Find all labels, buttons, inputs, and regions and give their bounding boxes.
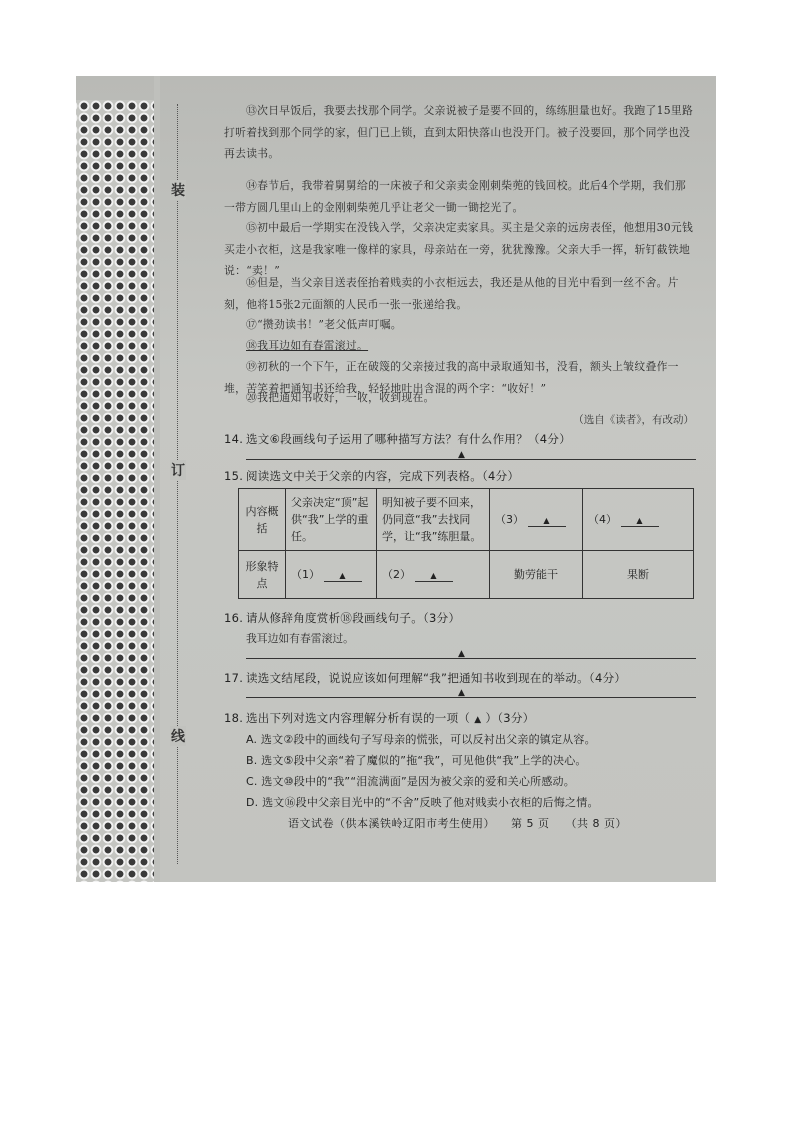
passage-paragraph-17: ⑰“攒劲读书！”老父低声叮嘱。 bbox=[246, 318, 402, 331]
binding-edge bbox=[154, 76, 160, 882]
binding-strip-pattern bbox=[76, 100, 154, 882]
passage-paragraph-16: ⑯但是，当父亲目送表侄抬着贱卖的小衣柜远去，我还是从他的目光中看到一丝不舍。片刻，他将15张2元面额的人民币一张一张递给我。 bbox=[224, 276, 679, 311]
passage-paragraph-13: ⑬次日早饭后，我要去找那个同学。父亲说被子是要不回的，练练胆量也好。我跑了15里路打听着找到那个同学的家，但门已上锁，直到太阳快落山也没开门。被子没要回，那个同学也没再去读书。 bbox=[224, 104, 694, 160]
question-18-option-c[interactable]: C. 选文⑩段中的“我”“泪流满面”是因为被父亲的爱和关心所感动。 bbox=[246, 775, 575, 788]
question-14-number: 14. bbox=[224, 432, 244, 446]
table-head-summary: 内容概括 bbox=[239, 489, 286, 551]
passage-paragraph-15: ⑮初中最后一学期实在没钱入学，父亲决定卖家具。买主是父亲的远房表侄，他想用30元钱买走小衣柜，这是我家唯一像样的家具，母亲站在一旁，犹犹豫豫。父亲大手一挥，斩钉截铁地说：“卖！” bbox=[224, 221, 694, 277]
table-cell-summary-3[interactable] bbox=[490, 489, 583, 551]
table-head-traits: 形象特点 bbox=[239, 551, 286, 599]
question-18-option-d[interactable]: D. 选文⑯段中父亲目光中的“不舍”反映了他对贱卖小衣柜的后悔之情。 bbox=[246, 796, 599, 809]
question-15-number: 15. bbox=[224, 469, 244, 483]
question-14-answer-mark: ▲ bbox=[458, 450, 465, 460]
footer-page-number: 第 5 页 bbox=[511, 817, 550, 830]
question-16-answer-mark: ▲ bbox=[458, 649, 465, 659]
exam-page-photo bbox=[76, 76, 716, 882]
question-18-option-b[interactable]: B. 选文⑤段中父亲“着了魔似的”拖“我”，可见他供“我”上学的决心。 bbox=[246, 754, 587, 767]
passage-paragraph-20: ⑳我把通知书收好，一收，收到现在。 bbox=[246, 391, 435, 404]
passage-source: （选自《读者》，有改动） bbox=[573, 414, 694, 426]
question-17-number: 17. bbox=[224, 671, 244, 685]
table-cell-summary-1: 父亲决定“顶”起供“我”上学的重任。 bbox=[286, 489, 377, 551]
question-14 bbox=[224, 431, 571, 447]
passage-paragraph-18: ⑱我耳边如有春雷滚过。 bbox=[246, 339, 369, 352]
question-14-answer-line[interactable] bbox=[246, 459, 696, 460]
question-16 bbox=[224, 610, 460, 626]
question-14-text: 选文⑥段画线句子运用了哪种描写方法？有什么作用？（4分） bbox=[246, 432, 572, 446]
table-cell-summary-4[interactable] bbox=[583, 489, 694, 551]
binding-char-ding: 订 bbox=[170, 460, 186, 480]
table-cell-trait-2[interactable] bbox=[377, 551, 490, 599]
table-cell-trait-4: 果断 bbox=[583, 551, 694, 599]
table-blank-2[interactable]: ▲ bbox=[415, 571, 453, 582]
question-18 bbox=[224, 710, 535, 726]
table-cell-trait-3: 勤劳能干 bbox=[490, 551, 583, 599]
question-17 bbox=[224, 670, 626, 686]
binding-char-zhuang: 装 bbox=[170, 180, 186, 200]
question-15 bbox=[224, 468, 519, 484]
table-blank-label-4: （4） bbox=[588, 513, 617, 526]
table-blank-1[interactable]: ▲ bbox=[324, 571, 362, 582]
question-17-answer-line[interactable] bbox=[246, 697, 696, 698]
question-16-text: 请从修辞角度赏析⑱段画线句子。（3分） bbox=[246, 611, 461, 625]
footer-exam-title: 语文试卷（供本溪铁岭辽阳市考生使用） bbox=[288, 817, 495, 830]
question-16-quote: 我耳边如有春雷滚过。 bbox=[246, 632, 354, 645]
question-18-option-a[interactable]: A. 选文②段中的画线句子写母亲的慌张，可以反衬出父亲的镇定从容。 bbox=[246, 733, 596, 746]
question-15-table bbox=[238, 488, 694, 599]
table-cell-trait-1[interactable] bbox=[286, 551, 377, 599]
question-17-answer-mark: ▲ bbox=[458, 688, 465, 698]
footer-total-pages: （共 8 页） bbox=[565, 817, 627, 830]
question-16-number: 16. bbox=[224, 611, 244, 625]
question-16-answer-line[interactable] bbox=[246, 658, 696, 659]
table-blank-4[interactable]: ▲ bbox=[621, 516, 659, 527]
table-blank-label-2: （2） bbox=[382, 568, 411, 581]
table-blank-label-1: （1） bbox=[291, 568, 320, 581]
question-18-text-a: 选出下列对选文内容理解分析有误的一项（ bbox=[246, 711, 471, 725]
passage-paragraph-19: ⑲初秋的一个下午，正在破篾的父亲接过我的高中录取通知书，没看，额头上皱纹叠作一堆，苦笑着把通知书还给我，轻轻地吐出含混的两个字：“收好！” bbox=[224, 360, 679, 395]
passage-paragraph-14: ⑭春节后，我带着舅舅给的一床被子和父亲卖金刚刺柴蔸的钱回校。此后4个学期，我们那一带方圆几里山上的金刚刺柴蔸几乎让老父一锄一锄挖光了。 bbox=[224, 179, 686, 214]
binding-char-xian: 线 bbox=[170, 726, 186, 746]
question-15-text: 阅读选文中关于父亲的内容，完成下列表格。（4分） bbox=[246, 469, 520, 483]
table-blank-3[interactable]: ▲ bbox=[528, 516, 566, 527]
table-blank-label-3: （3） bbox=[495, 513, 524, 526]
table-cell-summary-2: 明知被子要不回来，仍同意“我”去找同学，让“我”练胆量。 bbox=[377, 489, 490, 551]
page-footer bbox=[288, 815, 643, 831]
question-17-text: 读选文结尾段，说说应该如何理解“我”把通知书收到现在的举动。（4分） bbox=[246, 671, 627, 685]
question-18-answer-mark[interactable]: ▲ bbox=[474, 715, 482, 725]
question-18-text-b: ）（3分） bbox=[485, 711, 535, 725]
question-18-number: 18. bbox=[224, 711, 244, 725]
binding-dotted-line bbox=[177, 104, 178, 864]
